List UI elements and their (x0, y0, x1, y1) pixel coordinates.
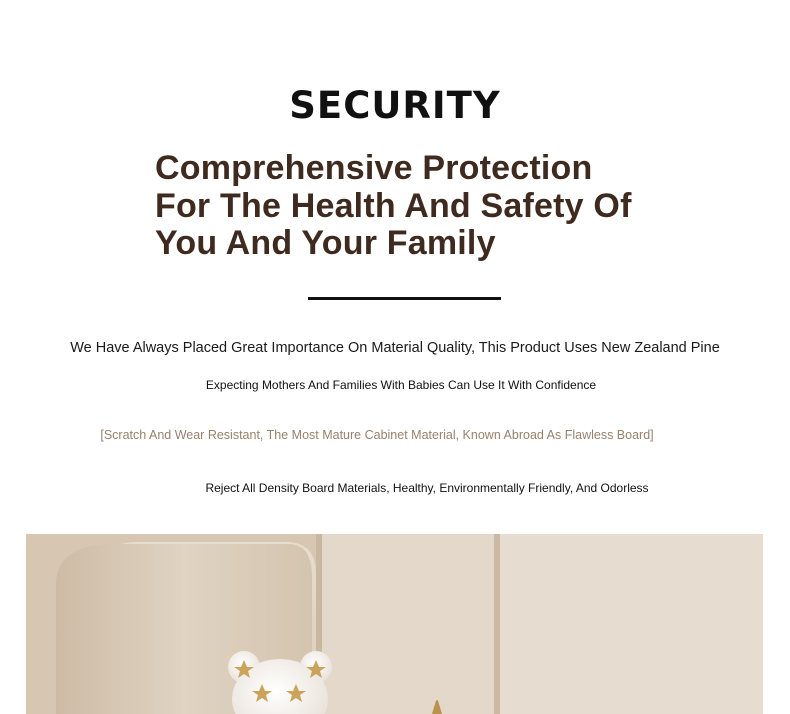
subtitle-line-2: For The Health And Safety Of (155, 186, 632, 225)
wall-panel-middle (322, 534, 497, 714)
heading-divider (308, 297, 501, 300)
section-heading: SECURITY (289, 84, 501, 127)
product-photo-illustration (26, 534, 763, 714)
product-photo (26, 534, 763, 714)
wall-panel-right (500, 534, 763, 714)
odorless-text: Reject All Density Board Materials, Healthy, Environmentally Friendly, And Odorless (205, 481, 649, 495)
section-subtitle (155, 150, 655, 263)
material-quality-text: We Have Always Placed Great Importance On Material Quality, This Product Uses New Zealand Pine (70, 340, 720, 356)
panel-seam-2 (494, 534, 500, 714)
flawless-board-highlight: [Scratch And Wear Resistant, The Most Mature Cabinet Material, Known Abroad As Flawless Board] (100, 428, 654, 442)
subtitle-line-1: Comprehensive Protection (155, 149, 593, 187)
subtitle-line-3: You And Your Family (155, 224, 496, 262)
confidence-text: Expecting Mothers And Families With Babies Can Use It With Confidence (205, 378, 597, 392)
bear-figurine (228, 651, 332, 714)
